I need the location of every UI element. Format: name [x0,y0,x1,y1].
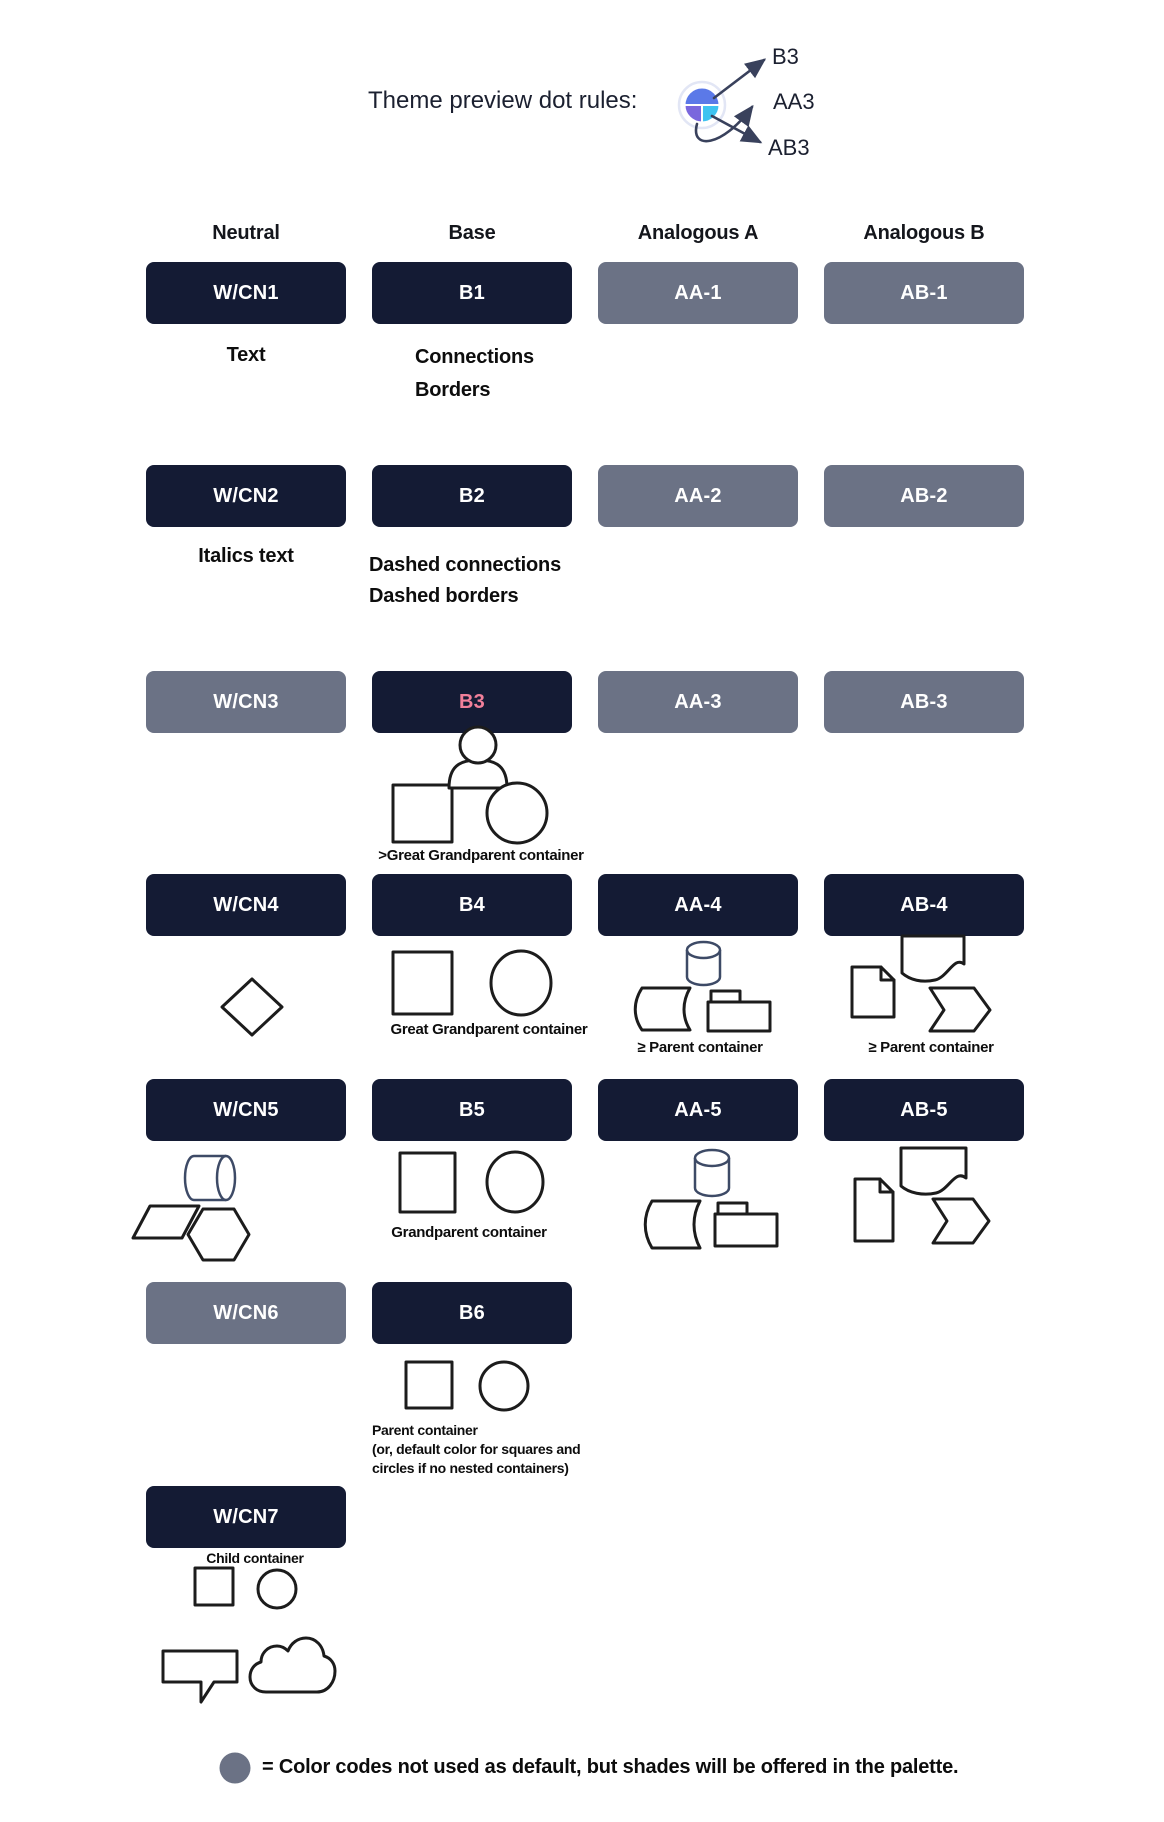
swatch-label: B6 [459,1301,485,1324]
square-icon [393,785,452,842]
swatch-label: AB-1 [900,281,948,304]
caption-parent-line2: (or, default color for squares and [372,1441,581,1457]
square-icon [406,1362,452,1408]
swatch-ab4 [824,874,1024,936]
tabbed-folder-tab-icon [711,991,740,1002]
speech-bubble-icon [163,1651,237,1702]
stored-data-icon [645,1201,700,1248]
circle-icon [487,1152,543,1212]
circle-icon [258,1570,296,1608]
folded-corner-line [881,967,894,980]
swatch-ab1 [824,262,1024,324]
square-icon [400,1153,455,1212]
caption-parent-ge-aa: ≥ Parent container [637,1039,763,1056]
caption-connections: Connections [415,346,534,368]
caption-italics-text: Italics text [198,545,294,567]
swatch-label: AA-3 [674,690,722,713]
column-header-neutral: Neutral [212,222,280,244]
cylinder-top-icon [687,942,720,958]
swatch-b5 [372,1079,572,1141]
caption-borders: Borders [415,379,491,401]
swatch-aa2 [598,465,798,527]
dot-rule-arrows [696,60,764,142]
swatch-wcn7 [146,1486,346,1548]
caption-grandparent: Grandparent container [391,1224,547,1241]
column-header-base: Base [448,222,496,244]
dot-rule-label-ab3: AB3 [768,135,810,160]
swatch-label: W/CN7 [213,1505,279,1528]
horizontal-cylinder-end-icon [217,1156,235,1200]
caption-child-container: Child container [206,1550,304,1566]
swatch-wcn6 [146,1282,346,1344]
swatch-ab2 [824,465,1024,527]
caption-great-grandparent: Great Grandparent container [390,1021,588,1038]
cylinder-top-icon [695,1150,729,1166]
swatch-aa5 [598,1079,798,1141]
swatch-label: B3 [459,690,485,713]
swatch-ab5 [824,1079,1024,1141]
caption-parent-container-block [372,1421,580,1478]
folded-document-icon [852,967,894,1017]
cylinder-icon [687,950,720,985]
swatch-label: W/CN1 [213,281,279,304]
swatch-b1 [372,262,572,324]
wavy-document-icon [901,1148,966,1194]
swatch-label: AA-1 [674,281,722,304]
chevron-icon [933,1199,989,1243]
tabbed-folder-tab-icon [718,1203,747,1214]
folded-corner-line [880,1179,893,1192]
swatch-wcn1 [146,262,346,324]
swatch-wcn3 [146,671,346,733]
swatch-label: W/CN4 [213,893,279,916]
swatch-b4 [372,874,572,936]
cylinder-icon [695,1158,729,1196]
swatch-label: AA-5 [674,1098,722,1121]
theme-preview-dot-icon [679,82,725,128]
swatch-wcn5 [146,1079,346,1141]
gray-dot-icon [220,1753,251,1784]
swatch-wcn4 [146,874,346,936]
swatch-b2 [372,465,572,527]
circle-icon [487,783,547,843]
legend-text: = Color codes not used as default, but shades will be offered in the palette. [262,1756,959,1778]
swatch-label: AB-4 [900,893,948,916]
swatch-aa1 [598,262,798,324]
caption-great-grandparent-gt: >Great Grandparent container [378,847,584,864]
caption-dashed-borders: Dashed borders [369,585,519,607]
swatch-aa4 [598,874,798,936]
folded-document-icon [855,1179,893,1241]
diamond-icon [222,979,282,1035]
swatch-label: B1 [459,281,485,304]
swatch-label: W/CN5 [213,1098,279,1121]
chevron-icon [930,988,990,1031]
hexagon-icon [188,1209,249,1260]
circle-icon [480,1362,528,1410]
swatch-label: AA-4 [674,893,722,916]
page-title: Theme preview dot rules: [368,87,638,114]
tabbed-folder-icon [715,1214,777,1246]
caption-parent-line3: circles if no nested containers) [372,1460,569,1476]
square-icon [195,1568,233,1605]
swatch-b6 [372,1282,572,1344]
swatch-label: AB-2 [900,484,948,507]
swatch-label: W/CN3 [213,690,279,713]
caption-text: Text [226,344,266,366]
swatch-label: AB-5 [900,1098,948,1121]
dot-rule-label-aa3: AA3 [773,89,815,114]
swatch-b3 [372,671,572,733]
stored-data-icon [635,988,690,1030]
swatch-ab3 [824,671,1024,733]
horizontal-cylinder-icon [185,1156,226,1200]
swatch-label: AB-3 [900,690,948,713]
swatch-label: W/CN6 [213,1301,279,1324]
swatch-wcn2 [146,465,346,527]
wavy-document-icon [902,936,964,981]
swatch-label: B5 [459,1098,485,1121]
person-icon [449,760,507,788]
caption-parent-line1: Parent container [372,1422,478,1438]
column-header-analogous-b: Analogous B [863,222,985,244]
tabbed-folder-icon [708,1002,770,1031]
swatch-label: W/CN2 [213,484,279,507]
swatch-aa3 [598,671,798,733]
swatch-label: AA-2 [674,484,722,507]
parallelogram-icon [133,1206,199,1238]
circle-icon [491,951,551,1015]
square-icon [393,952,452,1014]
swatch-label: B2 [459,484,485,507]
caption-parent-ge-ab: ≥ Parent container [868,1039,994,1056]
caption-connections-borders [415,341,534,407]
caption-dashed-connections: Dashed connections [369,554,561,576]
dot-rule-label-b3: B3 [772,44,799,69]
cloud-icon [250,1638,335,1692]
caption-dashed [369,550,561,612]
column-header-analogous-a: Analogous A [637,222,759,244]
swatch-label: B4 [459,893,485,916]
